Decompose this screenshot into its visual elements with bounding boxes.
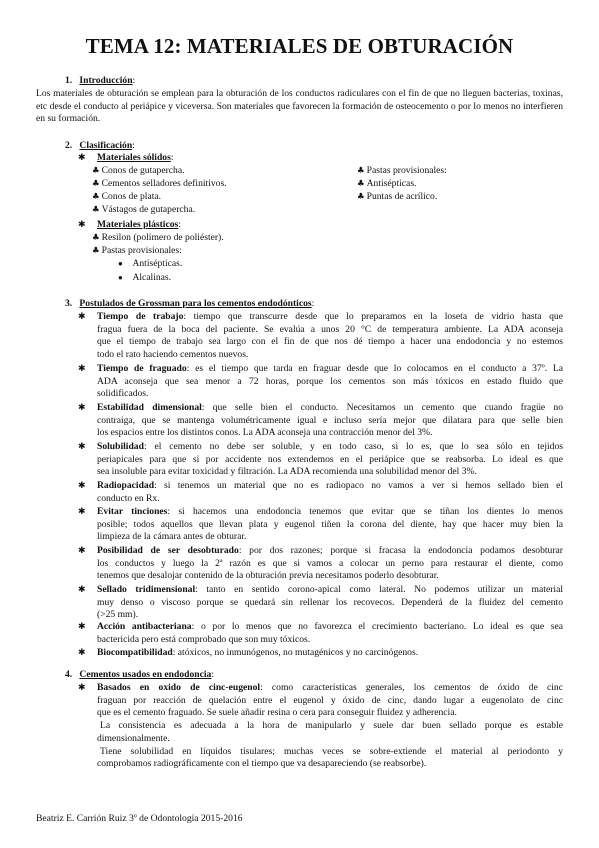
star-bullet-icon: ✱ xyxy=(78,584,86,594)
postulate-line: conducto en Rx. xyxy=(97,492,160,504)
list-item: ♣ Antisépticas. xyxy=(357,178,417,189)
postulate-line: limpieza de la cámara antes de obturar. xyxy=(97,531,247,543)
list-item: ♣ Conos de gutapercha. xyxy=(92,165,185,176)
cement-item: Basados en oxido de cinc-eugenol: como características generales, los cementos de óxido de cinc xyxy=(97,682,563,693)
section-number: 4. xyxy=(65,669,73,680)
section-number: 1. xyxy=(65,75,73,86)
postulate-line: solidificados. xyxy=(97,388,149,400)
list-item: ♣ Pastas provisionales: xyxy=(357,165,447,176)
club-bullet-icon: ♣ xyxy=(92,205,100,215)
section-2-heading: 2. Clasificación: xyxy=(65,140,135,151)
dot-bullet-icon: ● xyxy=(118,273,123,282)
star-bullet-icon: ✱ xyxy=(78,311,86,321)
star-bullet-icon: ✱ xyxy=(78,506,86,516)
page-title: TEMA 12: MATERIALES DE OBTURACIÓN xyxy=(85,34,514,58)
club-bullet-icon: ♣ xyxy=(92,166,100,176)
list-item: ♣ Pastas provisionales: xyxy=(92,245,182,256)
postulate-term: Radiopacidad xyxy=(97,480,155,491)
section-title: Introducción xyxy=(79,75,133,86)
cement-line: fraguan por reacción de quelación entre el eugenol y óxido de cinc, dando lugar a eugenolato de cinc xyxy=(97,694,563,706)
star-bullet-icon: ✱ xyxy=(78,647,86,657)
cement-line: comprobamos radiográficamente con el tiempo que va desapareciendo (se reabsorbe). xyxy=(97,758,427,770)
sub-list-item: ● Antisépticas. xyxy=(118,258,183,269)
list-item: ♣ Puntas de acrílico. xyxy=(357,191,438,202)
postulate-item: Radiopacidad: si tenemos un material que no es radiopaco no vamos a ver si hemos sellado bien el xyxy=(97,480,563,491)
postulate-line: los conductos y luego la 2ª razón es que si vamos a colocar un perno para restaurar el diente, como xyxy=(97,557,563,569)
postulate-term: Tiempo de trabajo xyxy=(97,311,184,322)
star-bullet-icon: ✱ xyxy=(78,480,86,490)
postulate-term: Tiempo de fraguado xyxy=(97,363,187,374)
club-bullet-icon: ♣ xyxy=(92,233,100,243)
star-bullet-icon: ✱ xyxy=(78,219,86,229)
postulate-line: todo el rato haciendo cementos nuevos. xyxy=(97,349,249,361)
solid-materials-label: Materiales sólidos: xyxy=(97,152,174,163)
list-item: ♣ Cementos selladores definitivos. xyxy=(92,178,227,189)
cement-line: Tiene solubilidad en líquidos tisulares; muchas veces se sobre-extiende el material al periodonto y xyxy=(100,745,563,757)
star-bullet-icon: ✱ xyxy=(78,441,86,451)
cement-line: que es el cemento fraguado. Se suele añadir resina o cera para conseguir fluidez y adherencia. xyxy=(97,707,457,719)
postulate-line: bactericida pero está comprobado que son muy tóxicos. xyxy=(97,633,311,645)
section-title: Postulados de Grossman para los cementos endodónticos xyxy=(79,298,312,309)
postulate-item: Evitar tinciones: si hacemos una endodoncia tenemos que evitar que se tiñan los dientes lo menos xyxy=(97,506,563,517)
sub-list-item: ● Alcalinas. xyxy=(118,272,172,283)
section-3-heading: 3. Postulados de Grossman para los cementos endodónticos: xyxy=(65,298,315,309)
list-item: ♣ Resilon (polímero de poliéster). xyxy=(92,232,224,243)
club-bullet-icon: ♣ xyxy=(357,179,365,189)
list-item: ♣ Conos de plata. xyxy=(92,191,162,202)
postulate-line: fragua fuera de la boca del paciente. Se evalúa a unos 20 °C de temperatura ambiente. La ADA aconseja xyxy=(97,323,563,335)
postulate-item: Sellado tridimensional: tanto en sentido corono-apical como lateral. No podemos utilizar un material xyxy=(97,584,563,595)
postulate-line: que el tiempo de trabajo sea largo con el fin de que nos dé tiempo a hacer una endodoncia y no estemos xyxy=(97,336,563,348)
postulate-item: Tiempo de fraguado: es el tiempo que tarda en fraguar desde que lo colocamos en el conducto a 37º. La xyxy=(97,363,563,374)
intro-paragraph: Los materiales de obturación se emplean para la obturación de los conductos radiculares con el fin de que no lleguen bacterias, toxinas, etc desde el conducto al periápice y viceversa. Son materiales que favorecen la formación de osteocemento o por lo menos no interfieren en su formación. xyxy=(36,88,563,125)
cement-line: dimensionalmente. xyxy=(97,732,170,744)
cement-line: La consistencia es adecuada a la hora de manipularlo y suele dar buen sellado porque es estable xyxy=(100,720,563,732)
postulate-item: Acción antibacteriana: o por lo menos que no favorezca el crecimiento bacteriano. Lo ideal es que sea xyxy=(97,621,563,632)
section-1-heading: 1. Introducción: xyxy=(65,75,136,86)
section-4-heading: 4. Cementos usados en endodoncia: xyxy=(65,669,215,680)
dot-bullet-icon: ● xyxy=(118,259,123,268)
postulate-item: Biocompatibilidad: atóxicos, no inmunógenos, no mutagénicos y no carcinógenos. xyxy=(97,647,419,658)
footer-author: Beatriz E. Carrión Ruiz 3º de Odontología 2015-2016 xyxy=(36,813,243,824)
postulate-line: tenemos que desalojar contenido de la obturación previa necesitamos poderlo desobturar. xyxy=(97,570,439,582)
club-bullet-icon: ♣ xyxy=(357,166,365,176)
star-bullet-icon: ✱ xyxy=(78,402,86,412)
club-bullet-icon: ♣ xyxy=(357,192,365,202)
postulate-term: Biocompatibilidad xyxy=(97,647,173,658)
star-bullet-icon: ✱ xyxy=(78,545,86,555)
postulate-term: Evitar tinciones xyxy=(97,506,168,517)
postulate-item: Solubilidad: el cemento no debe ser soluble, y en todo caso, si lo es, que lo sea sólo en tejidos xyxy=(97,441,563,452)
postulate-line: muy denso o viscoso porque se quedará sin rellenar los recovecos. Dependerá de la fluidez del cemento xyxy=(97,596,563,608)
club-bullet-icon: ♣ xyxy=(92,179,100,189)
star-bullet-icon: ✱ xyxy=(78,363,86,373)
postulate-line: ADA aconseja que sea menor a 72 horas, porque los cementos son más tóxicos en estado fluido que xyxy=(97,375,563,387)
section-number: 2. xyxy=(65,140,73,151)
postulate-term: Sellado tridimensional xyxy=(97,584,196,595)
postulate-item: Posibilidad de ser desobturado: por dos razones; porque si fracasa la endodoncia podamos desobturar xyxy=(97,545,564,556)
postulate-term: Solubilidad xyxy=(97,441,144,452)
postulate-line: los espacios entre los distintos conos. La ADA aconseja una contracción menor del 3%. xyxy=(97,427,433,439)
postulate-term: Acción antibacteriana xyxy=(97,621,192,632)
postulate-line: sea insoluble para evitar toxicidad y filtración. La ADA recomienda una solubilidad menor del 3%. xyxy=(97,466,477,478)
postulate-line: periapicales para que si por accidente nos extendemos en el periápice que se reabsorba. Lo ideal es que xyxy=(97,453,563,465)
plastic-materials-label: Materiales plásticos: xyxy=(97,219,181,230)
section-title: Clasificación xyxy=(79,140,133,151)
postulate-term: Posibilidad de ser desobturado xyxy=(97,545,239,556)
list-item: ♣ Vástagos de gutapercha. xyxy=(92,204,196,215)
section-title: Cementos usados en endodoncia xyxy=(79,669,212,680)
star-bullet-icon: ✱ xyxy=(78,682,86,692)
postulate-line: (>25 mm). xyxy=(97,609,139,621)
postulate-line: posible; todos aquellos que llevan plata y eugenol tiñen la corona del diente, hay que hacer muy bien la xyxy=(97,518,563,530)
section-number: 3. xyxy=(65,298,73,309)
postulate-item: Tiempo de trabajo: tiempo que transcurre desde que lo preparamos en la loseta de vidrio hasta que xyxy=(97,311,563,322)
postulate-line: contraiga, que se mantenga volumétricamente igual e incluso sería mejor que dilatara para que selle bien xyxy=(97,414,563,426)
star-bullet-icon: ✱ xyxy=(78,621,86,631)
cement-term: Basados en oxido de cinc-eugenol xyxy=(97,682,261,693)
postulate-term: Estabilidad dimensional xyxy=(97,402,202,413)
club-bullet-icon: ♣ xyxy=(92,246,100,256)
star-bullet-icon: ✱ xyxy=(78,152,86,162)
club-bullet-icon: ♣ xyxy=(92,192,100,202)
postulate-item: Estabilidad dimensional: que selle bien el conducto. Necesitamos un cemento que cuando fragüe no xyxy=(97,402,563,413)
